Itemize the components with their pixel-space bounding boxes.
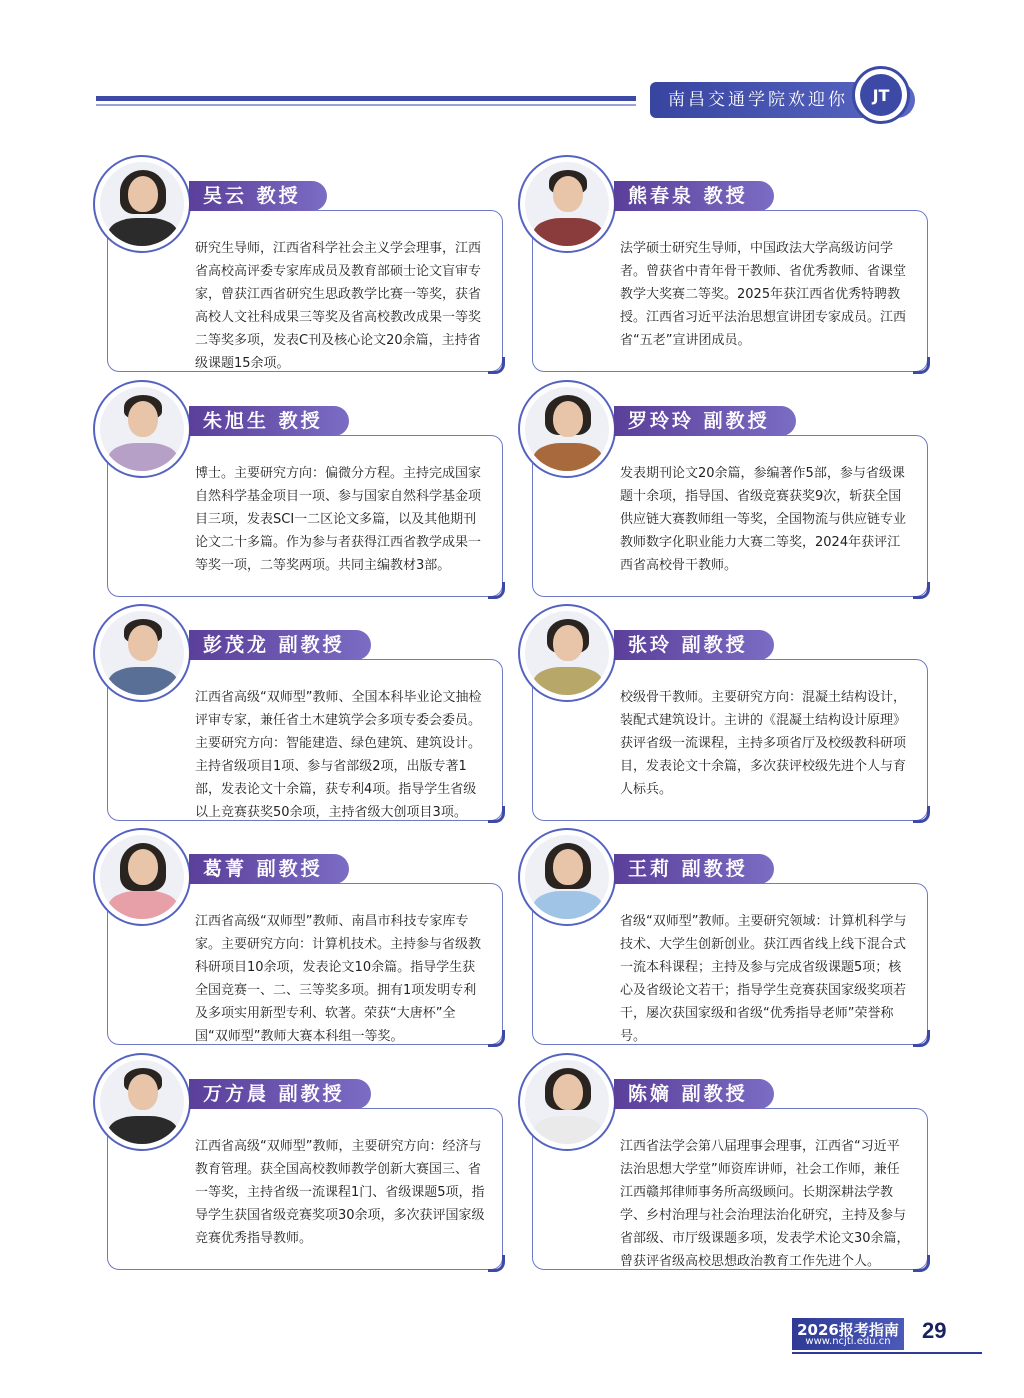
- profile-name: 罗玲玲 副教授: [614, 406, 796, 436]
- profile-bio: 江西省法学会第八届理事会理事，江西省“习近平法治思想大学堂”师资库讲师，社会工作师，兼任江西赣邦律师事务所高级顾问。长期深耕法学教学、乡村治理与社会治理法治化研究，主持及参与省部级、市厅级课题多项，发表学术论文30余篇，曾获评省级高校思想政治教育工作先进个人。: [620, 1139, 910, 1269]
- profile-card: [93, 604, 513, 829]
- profile-card: [93, 828, 513, 1053]
- profile-card: [518, 604, 938, 829]
- profile-name: 万方晨 副教授: [189, 1079, 371, 1109]
- profile-bio: 校级骨干教师。主要研究方向：混凝土结构设计，装配式建筑设计。主讲的《混凝土结构设计原理》获评省级一流课程，主持多项省厅及校级教科研项目，发表论文十余篇，多次获评校级先进个人与育人标兵。: [620, 690, 907, 797]
- profile-card: [93, 1053, 513, 1278]
- profile-card: [518, 828, 938, 1053]
- profile-bio: 江西省高级“双师型”教师、全国本科毕业论文抽检评审专家，兼任省土木建筑学会多项专委会委员。主要研究方向：智能建造、绿色建筑、建筑设计。主持省级项目1项、参与省部级2项，出版专著1部，发表论文十余篇，获专利4项。指导学生省级以上竞赛获奖50余项，主持省级大创项目3项。: [195, 690, 482, 820]
- profile-bio: 研究生导师，江西省科学社会主义学会理事，江西省高校高评委专家库成员及教育部硕士论文盲审专家，曾获江西省研究生思政教学比赛一等奖，获省高校人文社科成果三等奖及省高校教改成果一等奖二等奖多项，发表C刊及核心论文20余篇，主持省级课题15余项。: [195, 241, 482, 371]
- profile-name: 彭茂龙 副教授: [189, 630, 371, 660]
- footer-title: 2026报考指南: [797, 1321, 899, 1339]
- header-rule-thin: [96, 104, 636, 106]
- school-logo-icon: [852, 66, 910, 124]
- profile-bio: 发表期刊论文20余篇，参编著作5部，参与省级课题十余项，指导国、省级竞赛获奖9次，斩获全国供应链大赛教师组一等奖，全国物流与供应链专业教师数字化职业能力大赛二等奖，2024年获评江西省高校骨干教师。: [620, 466, 907, 573]
- profile-bio: 江西省高级“双师型”教师、南昌市科技专家库专家。主要研究方向：计算机技术。主持参与省级教科研项目10余项，发表论文10余篇。指导学生获全国竞赛一、二、三等奖多项。拥有1项发明专利及多项实用新型专利、软著。荣获“大唐杯”全国“双师型”教师大赛本科组一等奖。: [195, 914, 482, 1044]
- profile-name: 熊春泉 教授: [614, 181, 774, 211]
- school-logo-mark: JT: [860, 74, 902, 116]
- header-rule: [96, 96, 636, 101]
- profile-name: 陈嫡 副教授: [614, 1079, 774, 1109]
- profile-card: [518, 155, 938, 380]
- profile-card: [518, 1053, 938, 1278]
- profile-name: 朱旭生 教授: [189, 406, 349, 436]
- page-number: 29: [922, 1318, 947, 1343]
- profile-card: [93, 155, 513, 380]
- profile-name: 张玲 副教授: [614, 630, 774, 660]
- profile-bio: 博士。主要研究方向：偏微分方程。主持完成国家自然科学基金项目一项、参与国家自然科学基金项目三项，发表SCI一二区论文多篇，以及其他期刊论文二十多篇。作为参与者获得江西省教学成果一等奖一项，二等奖两项。共同主编教材3部。: [195, 466, 482, 573]
- profile-card: [518, 380, 938, 605]
- footer-url[interactable]: www.ncjti.edu.cn: [805, 1336, 891, 1347]
- profile-card: [93, 380, 513, 605]
- profile-name: 葛菁 副教授: [189, 854, 349, 884]
- profile-bio: 江西省高级“双师型”教师，主要研究方向：经济与教育管理。获全国高校教师教学创新大赛国三、省一等奖，主持省级一流课程1门、省级课题5项，指导学生获国省级竞赛奖项30余项，多次获评国家级竞赛优秀指导教师。: [195, 1139, 485, 1246]
- profile-name: 王莉 副教授: [614, 854, 774, 884]
- profile-bio: 法学硕士研究生导师，中国政法大学高级访问学者。曾获省中青年骨干教师、省优秀教师、省课堂教学大奖赛二等奖。2025年获江西省优秀特聘教授。江西省习近平法治思想宣讲团专家成员。江西省“五老”宣讲团成员。: [620, 241, 907, 348]
- header-title: 南昌交通学院欢迎你: [668, 90, 848, 110]
- footer-banner: [792, 1318, 904, 1350]
- footer-rule: [792, 1352, 982, 1354]
- profile-name: 吴云 教授: [189, 181, 327, 211]
- profile-bio: 省级“双师型”教师。主要研究领域：计算机科学与技术、大学生创新创业。获江西省线上线下混合式一流本科课程；主持及参与完成省级课题5项；核心及省级论文若干；指导学生竞赛获国家级奖项若干，屡次获国家级和省级“优秀指导老师”荣誉称号。: [620, 914, 907, 1044]
